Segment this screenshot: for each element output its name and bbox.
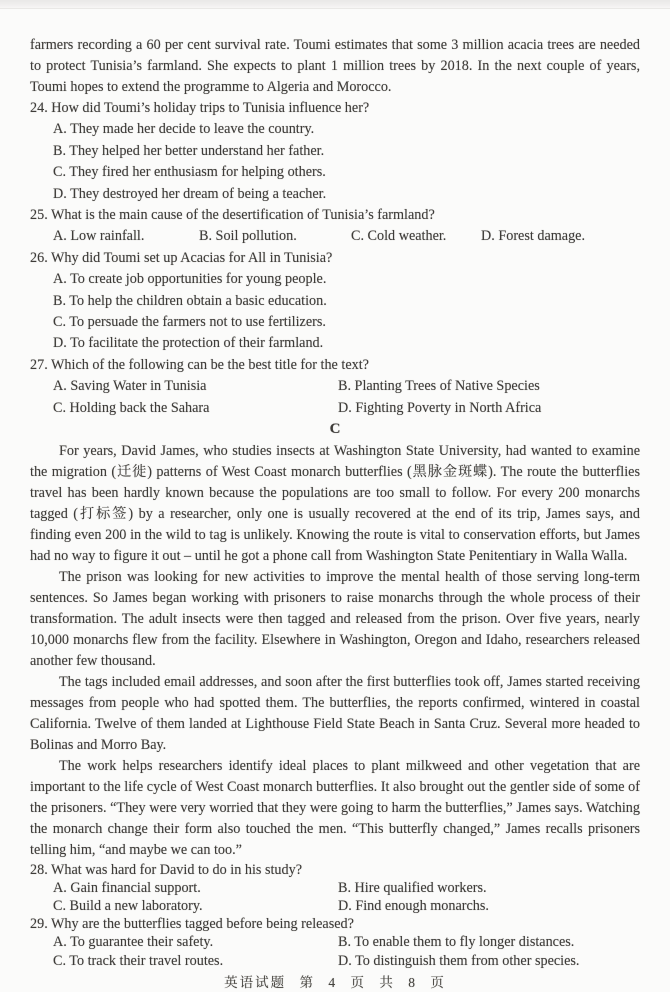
scan-top-edge [0,0,670,9]
question-28-text: 28. What was hard for David to do in his study? [30,861,303,878]
question-24-option-b: B. They helped her better understand her father. [53,142,325,159]
page-footer: 英语试题 第 4 页 共 8 页 [224,974,446,990]
exam-page [0,9,670,992]
question-24-option-d: D. They destroyed her dream of being a teacher. [53,185,327,202]
question-27-option-a: A. Saving Water in Tunisia [53,378,207,395]
question-27-options [30,376,640,419]
question-24 [30,98,640,205]
question-29-option-a: A. To guarantee their safety. [53,934,214,951]
question-28-options [30,879,640,915]
passage-paragraph-3: The tags included email addresses, and soon after the first butterflies took off, James started receiving messages from people who had spotted them. The butterflies, the reports confirmed, wintered in coastal California. Twelve of them landed at Lighthouse Field State Beach in Santa Cruz. Several more headed to Bolinas and Morro Bay. [30,673,640,753]
question-29-option-b: B. To enable them to fly longer distances. [338,934,575,951]
question-28-option-b: B. Hire qualified workers. [338,879,487,896]
question-24-option-c: C. They fired her enthusiasm for helping others. [53,164,326,181]
question-25-options [30,226,640,247]
question-28-option-d: D. Find enough monarchs. [338,897,489,914]
question-25-option-a: A. Low rainfall. [53,228,145,245]
question-27-option-c: C. Holding back the Sahara [53,399,210,416]
question-26-option-a: A. To create job opportunities for young people. [53,271,327,288]
section-heading-c: C [329,421,341,438]
question-29-option-d: D. To distinguish them from other species. [338,952,580,969]
question-25-option-b: B. Soil pollution. [199,228,297,245]
passage-paragraph-2: The prison was looking for new activities to improve the mental health of those serving long-term sentences. So James began working with prisoners to raise monarchs through the whole process of their transformation. The adult insects were then tagged and released from the prison. Over five years, nearly 10,000 monarchs flew from the facility. Elsewhere in Washington, Oregon and Idaho, researchers released another few thousand. [30,568,640,669]
question-28 [30,861,640,916]
question-29 [30,915,640,970]
question-28-option-c: C. Build a new laboratory. [53,897,203,914]
question-26-option-b: B. To help the children obtain a basic education. [53,292,327,309]
passage-paragraph-1: For years, David James, who studies insects at Washington State University, had wanted to examine the migration (迁徙) patterns of West Coast monarch butterflies (黑脉金斑蝶). The route the butterflies travel has been hardly known because the populations are too small to follow. For every 200 monarchs tagged (打标签) by a researcher, only one is usually recovered at the end of its trip, James says, and finding even 200 in the wild to tag is unlikely. Knowing the route is vital to conservation efforts, but James had no way to figure it out – until he got a phone call from Washington State Penitentiary in Walla Walla. [30,442,640,564]
intro-paragraph: farmers recording a 60 per cent survival rate. Toumi estimates that some 3 million acacia trees are needed to protect Tunisia’s farmland. She expects to plant 1 million trees by 2018. In the next couple of years, Toumi hopes to extend the programme to Algeria and Morocco. [30,37,640,95]
question-25-text: 25. What is the main cause of the desertification of Tunisia’s farmland? [30,207,435,224]
question-25-option-c: C. Cold weather. [351,228,447,245]
question-27-text: 27. Which of the following can be the best title for the text? [30,356,369,373]
question-29-options [30,933,640,969]
question-29-option-c: C. To track their travel routes. [53,952,224,969]
question-25-option-d: D. Forest damage. [481,228,586,245]
question-26-option-d: D. To facilitate the protection of their farmland. [53,335,324,352]
question-27-option-b: B. Planting Trees of Native Species [338,378,540,395]
question-24-option-a: A. They made her decide to leave the country. [53,121,315,138]
question-26 [30,248,640,355]
question-26-option-c: C. To persuade the farmers not to use fertilizers. [53,314,326,331]
question-29-text: 29. Why are the butterflies tagged before being released? [30,916,354,933]
question-27-option-d: D. Fighting Poverty in North Africa [338,399,542,416]
question-26-text: 26. Why did Toumi set up Acacias for All in Tunisia? [30,249,333,266]
question-27 [30,355,640,419]
question-25 [30,205,640,248]
passage-paragraph-4: The work helps researchers identify ideal places to plant milkweed and other vegetation that are important to the life cycle of West Coast monarch butterflies. It also brought out the gentler side of some of the prisoners. “They were very worried that they were going to harm the butterflies,” James says. Watching the monarch change their form also touched the men. “This butterfly changed,” James recalls prisoners telling him, “and maybe we can too.” [30,757,640,858]
question-24-text: 24. How did Toumi’s holiday trips to Tunisia influence her? [30,100,370,116]
question-28-option-a: A. Gain financial support. [53,879,201,896]
